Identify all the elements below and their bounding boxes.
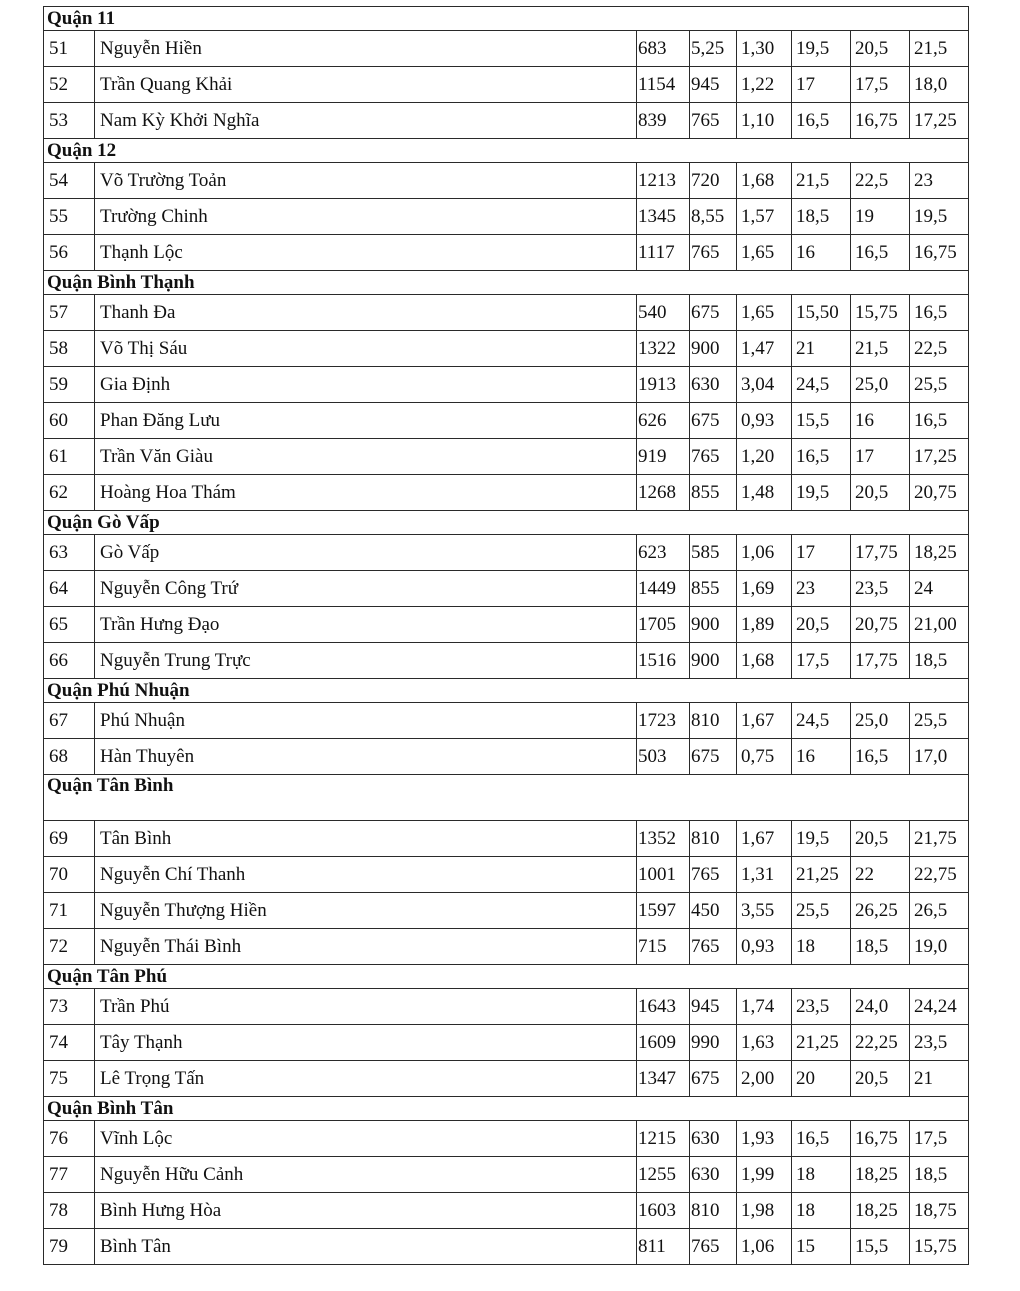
ratio-cell: 1,31 <box>737 857 792 893</box>
score-choice-1-cell: 18 <box>792 1193 851 1229</box>
score-choice-2-cell: 21,5 <box>851 331 910 367</box>
score-choice-2-cell: 25,0 <box>851 703 910 739</box>
quota-cell: 630 <box>690 1121 737 1157</box>
score-choice-2-cell: 20,5 <box>851 475 910 511</box>
applicants-cell: 503 <box>637 739 690 775</box>
score-choice-3-cell: 19,5 <box>910 199 969 235</box>
score-choice-3-cell: 24,24 <box>910 989 969 1025</box>
score-choice-1-cell: 24,5 <box>792 367 851 403</box>
score-choice-2-cell: 20,5 <box>851 1061 910 1097</box>
school-number: 57 <box>44 295 95 331</box>
quota-cell: 855 <box>690 571 737 607</box>
score-choice-3-cell: 18,5 <box>910 1157 969 1193</box>
applicants-cell: 1322 <box>637 331 690 367</box>
school-number: 66 <box>44 643 95 679</box>
district-header-row <box>44 271 969 295</box>
school-name: Lê Trọng Tấn <box>95 1061 637 1097</box>
score-choice-2-cell: 16,75 <box>851 1121 910 1157</box>
applicants-cell: 540 <box>637 295 690 331</box>
quota-cell: 765 <box>690 857 737 893</box>
school-name: Gò Vấp <box>95 535 637 571</box>
school-number: 63 <box>44 535 95 571</box>
school-name: Võ Thị Sáu <box>95 331 637 367</box>
school-name: Hàn Thuyên <box>95 739 637 775</box>
ratio-cell: 1,22 <box>737 67 792 103</box>
quota-cell: 990 <box>690 1025 737 1061</box>
ratio-cell: 1,98 <box>737 1193 792 1229</box>
score-choice-2-cell: 20,5 <box>851 821 910 857</box>
school-number: 56 <box>44 235 95 271</box>
score-choice-2-cell: 15,5 <box>851 1229 910 1265</box>
school-name: Thạnh Lộc <box>95 235 637 271</box>
table-row <box>44 1025 969 1061</box>
quota-cell: 5,25 <box>690 31 737 67</box>
table-row <box>44 1229 969 1265</box>
table-row <box>44 235 969 271</box>
quota-cell: 810 <box>690 703 737 739</box>
table-row <box>44 67 969 103</box>
table-row <box>44 331 969 367</box>
score-choice-1-cell: 18 <box>792 929 851 965</box>
score-choice-3-cell: 18,25 <box>910 535 969 571</box>
ratio-cell: 1,74 <box>737 989 792 1025</box>
ratio-cell: 1,65 <box>737 295 792 331</box>
score-choice-2-cell: 17,5 <box>851 67 910 103</box>
score-choice-1-cell: 16,5 <box>792 1121 851 1157</box>
school-name: Thanh Đa <box>95 295 637 331</box>
table-row <box>44 989 969 1025</box>
table-row <box>44 1121 969 1157</box>
score-choice-1-cell: 15,5 <box>792 403 851 439</box>
table-row <box>44 739 969 775</box>
ratio-cell: 1,69 <box>737 571 792 607</box>
score-choice-3-cell: 23,5 <box>910 1025 969 1061</box>
school-name: Nguyễn Trung Trực <box>95 643 637 679</box>
score-choice-3-cell: 22,5 <box>910 331 969 367</box>
score-choice-3-cell: 18,75 <box>910 1193 969 1229</box>
ratio-cell: 3,55 <box>737 893 792 929</box>
ratio-cell: 3,04 <box>737 367 792 403</box>
quota-cell: 765 <box>690 235 737 271</box>
applicants-cell: 683 <box>637 31 690 67</box>
score-choice-3-cell: 16,5 <box>910 403 969 439</box>
quota-cell: 855 <box>690 475 737 511</box>
quota-cell: 675 <box>690 739 737 775</box>
school-number: 68 <box>44 739 95 775</box>
score-choice-2-cell: 22,25 <box>851 1025 910 1061</box>
applicants-cell: 1516 <box>637 643 690 679</box>
school-name: Trường Chinh <box>95 199 637 235</box>
ratio-cell: 1,93 <box>737 1121 792 1157</box>
score-choice-3-cell: 18,0 <box>910 67 969 103</box>
score-choice-3-cell: 16,5 <box>910 295 969 331</box>
school-number: 79 <box>44 1229 95 1265</box>
applicants-cell: 1213 <box>637 163 690 199</box>
score-choice-1-cell: 15 <box>792 1229 851 1265</box>
score-choice-3-cell: 20,75 <box>910 475 969 511</box>
school-name: Nguyễn Hiền <box>95 31 637 67</box>
score-choice-2-cell: 16,5 <box>851 235 910 271</box>
score-choice-2-cell: 15,75 <box>851 295 910 331</box>
school-number: 53 <box>44 103 95 139</box>
score-choice-1-cell: 20,5 <box>792 607 851 643</box>
score-choice-3-cell: 25,5 <box>910 703 969 739</box>
table-row <box>44 103 969 139</box>
district-name: Quận Tân Phú <box>44 965 969 989</box>
school-number: 52 <box>44 67 95 103</box>
school-number: 65 <box>44 607 95 643</box>
table-row <box>44 163 969 199</box>
ratio-cell: 1,89 <box>737 607 792 643</box>
ratio-cell: 1,99 <box>737 1157 792 1193</box>
quota-cell: 450 <box>690 893 737 929</box>
score-choice-1-cell: 19,5 <box>792 821 851 857</box>
school-name: Gia Định <box>95 367 637 403</box>
table-body <box>44 7 969 1265</box>
quota-cell: 765 <box>690 439 737 475</box>
quota-cell: 765 <box>690 929 737 965</box>
school-name: Nguyễn Thái Bình <box>95 929 637 965</box>
applicants-cell: 626 <box>637 403 690 439</box>
school-name: Hoàng Hoa Thám <box>95 475 637 511</box>
school-number: 74 <box>44 1025 95 1061</box>
school-name: Võ Trường Toản <box>95 163 637 199</box>
ratio-cell: 0,75 <box>737 739 792 775</box>
school-number: 77 <box>44 1157 95 1193</box>
district-name: Quận Gò Vấp <box>44 511 969 535</box>
score-choice-2-cell: 24,0 <box>851 989 910 1025</box>
table-row <box>44 703 969 739</box>
ratio-cell: 1,20 <box>737 439 792 475</box>
applicants-cell: 1603 <box>637 1193 690 1229</box>
school-name: Nam Kỳ Khởi Nghĩa <box>95 103 637 139</box>
score-choice-2-cell: 19 <box>851 199 910 235</box>
school-number: 60 <box>44 403 95 439</box>
district-header-row <box>44 965 969 989</box>
score-choice-1-cell: 19,5 <box>792 31 851 67</box>
district-header-row <box>44 511 969 535</box>
applicants-cell: 1268 <box>637 475 690 511</box>
table-row <box>44 929 969 965</box>
school-name: Phú Nhuận <box>95 703 637 739</box>
score-choice-1-cell: 17 <box>792 535 851 571</box>
applicants-cell: 839 <box>637 103 690 139</box>
school-number: 51 <box>44 31 95 67</box>
school-number: 62 <box>44 475 95 511</box>
score-choice-3-cell: 15,75 <box>910 1229 969 1265</box>
school-number: 67 <box>44 703 95 739</box>
ratio-cell: 1,63 <box>737 1025 792 1061</box>
school-name: Bình Tân <box>95 1229 637 1265</box>
score-choice-2-cell: 18,5 <box>851 929 910 965</box>
school-number: 64 <box>44 571 95 607</box>
score-choice-3-cell: 21,75 <box>910 821 969 857</box>
table-row <box>44 607 969 643</box>
quota-cell: 630 <box>690 367 737 403</box>
quota-cell: 945 <box>690 67 737 103</box>
school-number: 70 <box>44 857 95 893</box>
ratio-cell: 0,93 <box>737 403 792 439</box>
ratio-cell: 1,47 <box>737 331 792 367</box>
school-name: Trần Văn Giàu <box>95 439 637 475</box>
ratio-cell: 1,68 <box>737 643 792 679</box>
applicants-cell: 1449 <box>637 571 690 607</box>
score-choice-2-cell: 22,5 <box>851 163 910 199</box>
score-choice-2-cell: 16 <box>851 403 910 439</box>
ratio-cell: 1,57 <box>737 199 792 235</box>
score-choice-2-cell: 17,75 <box>851 643 910 679</box>
table-row <box>44 31 969 67</box>
score-choice-2-cell: 16,75 <box>851 103 910 139</box>
district-header-row <box>44 775 969 821</box>
score-choice-2-cell: 22 <box>851 857 910 893</box>
school-name: Trần Quang Khải <box>95 67 637 103</box>
school-name: Nguyễn Công Trứ <box>95 571 637 607</box>
applicants-cell: 919 <box>637 439 690 475</box>
score-choice-2-cell: 17 <box>851 439 910 475</box>
table-row <box>44 857 969 893</box>
quota-cell: 765 <box>690 1229 737 1265</box>
table-row <box>44 1193 969 1229</box>
school-number: 54 <box>44 163 95 199</box>
score-choice-1-cell: 19,5 <box>792 475 851 511</box>
quota-cell: 765 <box>690 103 737 139</box>
quota-cell: 900 <box>690 643 737 679</box>
applicants-cell: 1001 <box>637 857 690 893</box>
table-row <box>44 535 969 571</box>
table-row <box>44 439 969 475</box>
score-choice-1-cell: 16,5 <box>792 103 851 139</box>
applicants-cell: 1597 <box>637 893 690 929</box>
school-number: 73 <box>44 989 95 1025</box>
score-choice-1-cell: 17 <box>792 67 851 103</box>
quota-cell: 810 <box>690 1193 737 1229</box>
applicants-cell: 623 <box>637 535 690 571</box>
score-choice-1-cell: 16 <box>792 739 851 775</box>
score-choice-2-cell: 25,0 <box>851 367 910 403</box>
quota-cell: 720 <box>690 163 737 199</box>
admission-score-table <box>43 6 969 1265</box>
score-choice-3-cell: 24 <box>910 571 969 607</box>
score-choice-1-cell: 25,5 <box>792 893 851 929</box>
ratio-cell: 1,06 <box>737 1229 792 1265</box>
score-choice-3-cell: 17,5 <box>910 1121 969 1157</box>
school-name: Bình Hưng Hòa <box>95 1193 637 1229</box>
ratio-cell: 1,65 <box>737 235 792 271</box>
score-choice-3-cell: 23 <box>910 163 969 199</box>
applicants-cell: 1255 <box>637 1157 690 1193</box>
score-choice-1-cell: 23 <box>792 571 851 607</box>
score-choice-2-cell: 18,25 <box>851 1193 910 1229</box>
applicants-cell: 715 <box>637 929 690 965</box>
score-choice-1-cell: 16,5 <box>792 439 851 475</box>
ratio-cell: 1,68 <box>737 163 792 199</box>
table-row <box>44 403 969 439</box>
score-choice-2-cell: 20,75 <box>851 607 910 643</box>
score-choice-3-cell: 26,5 <box>910 893 969 929</box>
score-choice-1-cell: 24,5 <box>792 703 851 739</box>
applicants-cell: 1723 <box>637 703 690 739</box>
school-number: 78 <box>44 1193 95 1229</box>
ratio-cell: 0,93 <box>737 929 792 965</box>
district-name: Quận 11 <box>44 7 969 31</box>
school-name: Nguyễn Chí Thanh <box>95 857 637 893</box>
school-number: 59 <box>44 367 95 403</box>
district-name: Quận 12 <box>44 139 969 163</box>
score-choice-3-cell: 21,00 <box>910 607 969 643</box>
score-choice-3-cell: 18,5 <box>910 643 969 679</box>
quota-cell: 630 <box>690 1157 737 1193</box>
score-choice-1-cell: 21,25 <box>792 857 851 893</box>
district-name: Quận Phú Nhuận <box>44 679 969 703</box>
school-name: Vĩnh Lộc <box>95 1121 637 1157</box>
score-choice-1-cell: 21,5 <box>792 163 851 199</box>
score-choice-1-cell: 18 <box>792 1157 851 1193</box>
district-header-row <box>44 1097 969 1121</box>
school-name: Tân Bình <box>95 821 637 857</box>
score-choice-3-cell: 22,75 <box>910 857 969 893</box>
applicants-cell: 1705 <box>637 607 690 643</box>
score-choice-1-cell: 23,5 <box>792 989 851 1025</box>
quota-cell: 900 <box>690 331 737 367</box>
table-row <box>44 295 969 331</box>
score-choice-3-cell: 21 <box>910 1061 969 1097</box>
score-choice-3-cell: 16,75 <box>910 235 969 271</box>
table-row <box>44 1157 969 1193</box>
score-choice-2-cell: 17,75 <box>851 535 910 571</box>
score-choice-1-cell: 16 <box>792 235 851 271</box>
school-name: Nguyễn Hữu Cảnh <box>95 1157 637 1193</box>
district-header-row <box>44 139 969 163</box>
quota-cell: 675 <box>690 403 737 439</box>
score-choice-3-cell: 17,25 <box>910 103 969 139</box>
table-row <box>44 1061 969 1097</box>
score-choice-1-cell: 17,5 <box>792 643 851 679</box>
applicants-cell: 1609 <box>637 1025 690 1061</box>
school-name: Trần Hưng Đạo <box>95 607 637 643</box>
score-choice-3-cell: 17,25 <box>910 439 969 475</box>
score-choice-3-cell: 21,5 <box>910 31 969 67</box>
table-row <box>44 367 969 403</box>
ratio-cell: 1,67 <box>737 821 792 857</box>
quota-cell: 810 <box>690 821 737 857</box>
ratio-cell: 1,30 <box>737 31 792 67</box>
school-name: Nguyễn Thượng Hiền <box>95 893 637 929</box>
quota-cell: 945 <box>690 989 737 1025</box>
score-choice-2-cell: 16,5 <box>851 739 910 775</box>
quota-cell: 8,55 <box>690 199 737 235</box>
table-row <box>44 643 969 679</box>
applicants-cell: 1345 <box>637 199 690 235</box>
school-number: 61 <box>44 439 95 475</box>
school-number: 76 <box>44 1121 95 1157</box>
table-row <box>44 571 969 607</box>
applicants-cell: 1117 <box>637 235 690 271</box>
score-choice-1-cell: 15,50 <box>792 295 851 331</box>
applicants-cell: 1643 <box>637 989 690 1025</box>
applicants-cell: 1154 <box>637 67 690 103</box>
quota-cell: 675 <box>690 295 737 331</box>
quota-cell: 900 <box>690 607 737 643</box>
score-choice-1-cell: 20 <box>792 1061 851 1097</box>
score-choice-2-cell: 26,25 <box>851 893 910 929</box>
school-number: 75 <box>44 1061 95 1097</box>
ratio-cell: 1,10 <box>737 103 792 139</box>
district-header-row <box>44 679 969 703</box>
score-choice-1-cell: 21 <box>792 331 851 367</box>
school-name: Trần Phú <box>95 989 637 1025</box>
district-name: Quận Tân Bình <box>44 775 969 821</box>
school-number: 55 <box>44 199 95 235</box>
applicants-cell: 1215 <box>637 1121 690 1157</box>
school-name: Phan Đăng Lưu <box>95 403 637 439</box>
score-choice-2-cell: 23,5 <box>851 571 910 607</box>
score-choice-2-cell: 18,25 <box>851 1157 910 1193</box>
table-row <box>44 199 969 235</box>
applicants-cell: 1913 <box>637 367 690 403</box>
ratio-cell: 1,06 <box>737 535 792 571</box>
ratio-cell: 1,67 <box>737 703 792 739</box>
table-row <box>44 475 969 511</box>
table-row <box>44 821 969 857</box>
score-choice-1-cell: 18,5 <box>792 199 851 235</box>
applicants-cell: 1352 <box>637 821 690 857</box>
applicants-cell: 1347 <box>637 1061 690 1097</box>
district-name: Quận Bình Thạnh <box>44 271 969 295</box>
score-choice-3-cell: 19,0 <box>910 929 969 965</box>
ratio-cell: 2,00 <box>737 1061 792 1097</box>
score-choice-1-cell: 21,25 <box>792 1025 851 1061</box>
district-name: Quận Bình Tân <box>44 1097 969 1121</box>
score-choice-3-cell: 25,5 <box>910 367 969 403</box>
school-name: Tây Thạnh <box>95 1025 637 1061</box>
school-number: 69 <box>44 821 95 857</box>
school-number: 71 <box>44 893 95 929</box>
school-number: 58 <box>44 331 95 367</box>
score-choice-2-cell: 20,5 <box>851 31 910 67</box>
quota-cell: 585 <box>690 535 737 571</box>
table-row <box>44 893 969 929</box>
score-choice-3-cell: 17,0 <box>910 739 969 775</box>
ratio-cell: 1,48 <box>737 475 792 511</box>
quota-cell: 675 <box>690 1061 737 1097</box>
school-number: 72 <box>44 929 95 965</box>
applicants-cell: 811 <box>637 1229 690 1265</box>
district-header-row <box>44 7 969 31</box>
